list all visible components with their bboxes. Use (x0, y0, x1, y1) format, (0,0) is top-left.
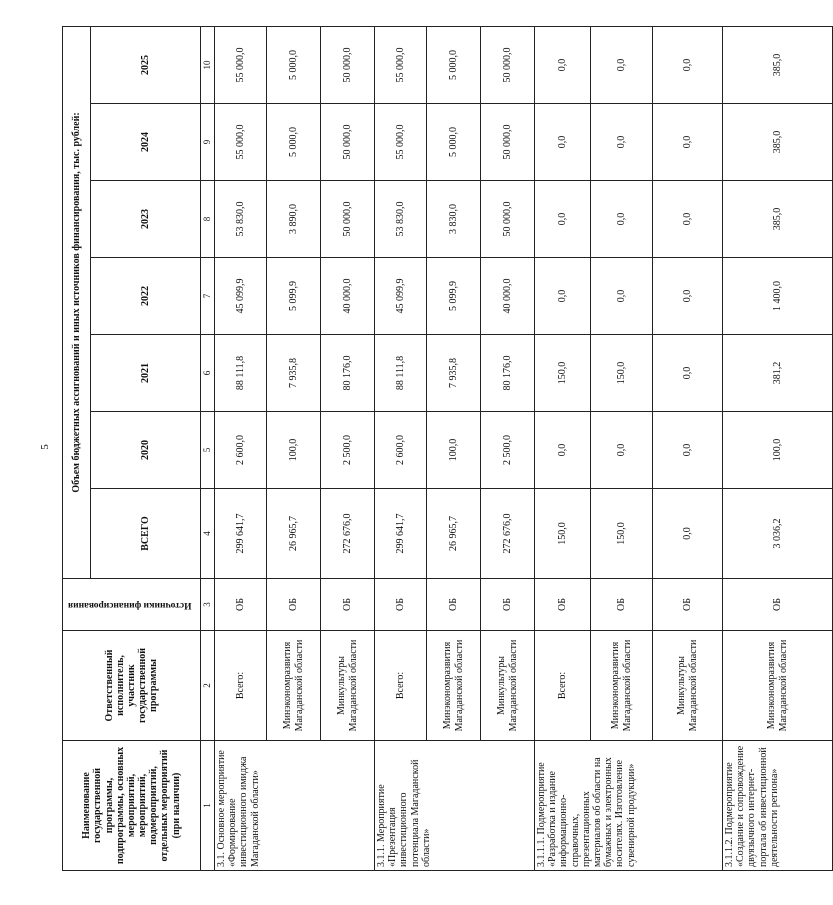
year-value-cell: 5 099,9 (427, 258, 481, 335)
column-number: 7 (201, 258, 215, 335)
source-cell: ОБ (215, 579, 267, 631)
year-value-cell: 7 935,8 (427, 335, 481, 412)
year-value-cell: 50 000,0 (481, 104, 535, 181)
column-number: 1 (201, 741, 215, 871)
header-total: ВСЕГО (91, 489, 201, 579)
year-value-cell: 150,0 (535, 335, 591, 412)
table-row (375, 26, 427, 870)
year-value-cell: 0,0 (653, 26, 723, 103)
table-row (723, 26, 833, 870)
year-value-cell: 5 000,0 (427, 104, 481, 181)
total-value-cell: 150,0 (591, 489, 653, 579)
year-value-cell: 0,0 (653, 335, 723, 412)
year-value-cell: 0,0 (653, 258, 723, 335)
financing-table (62, 26, 833, 871)
column-number: 4 (201, 489, 215, 579)
year-value-cell: 50 000,0 (321, 181, 375, 258)
year-value-cell: 2 600,0 (215, 412, 267, 489)
year-value-cell: 80 176,0 (481, 335, 535, 412)
header-row-top (63, 26, 91, 870)
year-value-cell: 381,2 (723, 335, 833, 412)
total-value-cell: 3 036,2 (723, 489, 833, 579)
table-body (63, 26, 833, 870)
executor-cell: Минэкономразвития Магаданской области (427, 631, 481, 741)
year-value-cell: 45 099,9 (375, 258, 427, 335)
year-value-cell: 45 099,9 (215, 258, 267, 335)
column-number-row (201, 26, 215, 870)
column-number: 10 (201, 26, 215, 103)
source-cell: ОБ (653, 579, 723, 631)
year-value-cell: 55 000,0 (375, 104, 427, 181)
year-value-cell: 3 830,0 (427, 181, 481, 258)
year-value-cell: 40 000,0 (321, 258, 375, 335)
executor-cell: Всего: (215, 631, 267, 741)
year-value-cell: 385,0 (723, 104, 833, 181)
year-value-cell: 5 099,9 (267, 258, 321, 335)
year-value-cell: 150,0 (591, 335, 653, 412)
table-row (535, 26, 591, 870)
year-value-cell: 3 890,0 (267, 181, 321, 258)
source-cell: ОБ (321, 579, 375, 631)
year-value-cell: 385,0 (723, 26, 833, 103)
column-number: 9 (201, 104, 215, 181)
year-value-cell: 0,0 (535, 26, 591, 103)
header-year-2023: 2023 (91, 181, 201, 258)
year-value-cell: 1 400,0 (723, 258, 833, 335)
year-value-cell: 0,0 (591, 104, 653, 181)
total-value-cell: 26 965,7 (267, 489, 321, 579)
executor-cell: Минэкономразвития Магаданской области (723, 631, 833, 741)
year-value-cell: 55 000,0 (375, 26, 427, 103)
year-value-cell: 5 000,0 (267, 26, 321, 103)
column-number: 5 (201, 412, 215, 489)
column-number: 8 (201, 181, 215, 258)
column-number: 2 (201, 631, 215, 741)
activity-name: 3.1.1. Мероприятие «Презентация инвестиционного потенциала Магаданской области» (375, 741, 535, 871)
header-name: Наименование государственной программы, подпрограммы, основных мероприятий, мероприятий, подмероприятий, отдельных мероприятий (при наличии) (63, 741, 201, 871)
source-cell: ОБ (375, 579, 427, 631)
year-value-cell: 0,0 (653, 104, 723, 181)
year-value-cell: 7 935,8 (267, 335, 321, 412)
year-value-cell: 385,0 (723, 181, 833, 258)
header-year-2025: 2025 (91, 26, 201, 103)
activity-name: 3.1.1.2. Подмероприятие «Создание и сопровождение двуязычного интернет-портала об инвестиционной деятельности региона» (723, 741, 833, 871)
executor-cell: Минкультуры Магаданской области (653, 631, 723, 741)
year-value-cell: 0,0 (653, 181, 723, 258)
total-value-cell: 272 676,0 (321, 489, 375, 579)
year-value-cell: 88 111,8 (215, 335, 267, 412)
year-value-cell: 0,0 (535, 258, 591, 335)
column-number: 6 (201, 335, 215, 412)
header-year-2024: 2024 (91, 104, 201, 181)
source-cell: ОБ (591, 579, 653, 631)
year-value-cell: 100,0 (267, 412, 321, 489)
year-value-cell: 55 000,0 (215, 104, 267, 181)
year-value-cell: 0,0 (591, 181, 653, 258)
total-value-cell: 0,0 (653, 489, 723, 579)
total-value-cell: 150,0 (535, 489, 591, 579)
total-value-cell: 299 641,7 (375, 489, 427, 579)
source-cell: ОБ (535, 579, 591, 631)
column-number: 3 (201, 579, 215, 631)
executor-cell: Минкультуры Магаданской области (321, 631, 375, 741)
page-number: 5 (39, 444, 51, 450)
activity-name: 3.1.1.1. Подмероприятие «Разработка и издание информационно-справочных, презентационных материалов об области на бумажных и электронных носителях. Изготовление сувенирной продукции» (535, 741, 723, 871)
header-executor: Ответственный исполнитель, участник государственной программы (63, 631, 201, 741)
financing-table-wrapper (62, 27, 789, 871)
year-value-cell: 0,0 (653, 412, 723, 489)
year-value-cell: 0,0 (535, 412, 591, 489)
year-value-cell: 55 000,0 (215, 26, 267, 103)
year-value-cell: 50 000,0 (481, 26, 535, 103)
year-value-cell: 5 000,0 (427, 26, 481, 103)
year-value-cell: 50 000,0 (321, 104, 375, 181)
source-cell: ОБ (267, 579, 321, 631)
table-row (215, 26, 267, 870)
year-value-cell: 0,0 (535, 181, 591, 258)
year-value-cell: 2 500,0 (321, 412, 375, 489)
year-value-cell: 0,0 (591, 26, 653, 103)
year-value-cell: 0,0 (591, 258, 653, 335)
year-value-cell: 2 600,0 (375, 412, 427, 489)
year-value-cell: 53 830,0 (375, 181, 427, 258)
header-year-2022: 2022 (91, 258, 201, 335)
executor-cell: Минкультуры Магаданской области (481, 631, 535, 741)
year-value-cell: 2 500,0 (481, 412, 535, 489)
year-value-cell: 100,0 (723, 412, 833, 489)
year-value-cell: 0,0 (535, 104, 591, 181)
header-year-2020: 2020 (91, 412, 201, 489)
header-year-2021: 2021 (91, 335, 201, 412)
year-value-cell: 50 000,0 (481, 181, 535, 258)
year-value-cell: 80 176,0 (321, 335, 375, 412)
year-value-cell: 50 000,0 (321, 26, 375, 103)
source-cell: ОБ (481, 579, 535, 631)
executor-cell: Всего: (535, 631, 591, 741)
year-value-cell: 53 830,0 (215, 181, 267, 258)
executor-cell: Всего: (375, 631, 427, 741)
year-value-cell: 0,0 (591, 412, 653, 489)
executor-cell: Минэкономразвития Магаданской области (267, 631, 321, 741)
source-cell: ОБ (427, 579, 481, 631)
source-cell: ОБ (723, 579, 833, 631)
year-value-cell: 100,0 (427, 412, 481, 489)
header-source-cell (63, 579, 201, 631)
total-value-cell: 272 676,0 (481, 489, 535, 579)
header-volume: Объем бюджетных ассигнований и иных источников финансирования, тыс. рублей: (63, 26, 91, 578)
year-value-cell: 40 000,0 (481, 258, 535, 335)
header-source: Источники финансирования (68, 599, 192, 610)
year-value-cell: 88 111,8 (375, 335, 427, 412)
year-value-cell: 5 000,0 (267, 104, 321, 181)
executor-cell: Минэкономразвития Магаданской области (591, 631, 653, 741)
activity-name: 3.1. Основное мероприятие «Формирование инвестиционного имиджа Магаданской области» (215, 741, 375, 871)
total-value-cell: 299 641,7 (215, 489, 267, 579)
rotated-table-container (62, 27, 789, 871)
total-value-cell: 26 965,7 (427, 489, 481, 579)
